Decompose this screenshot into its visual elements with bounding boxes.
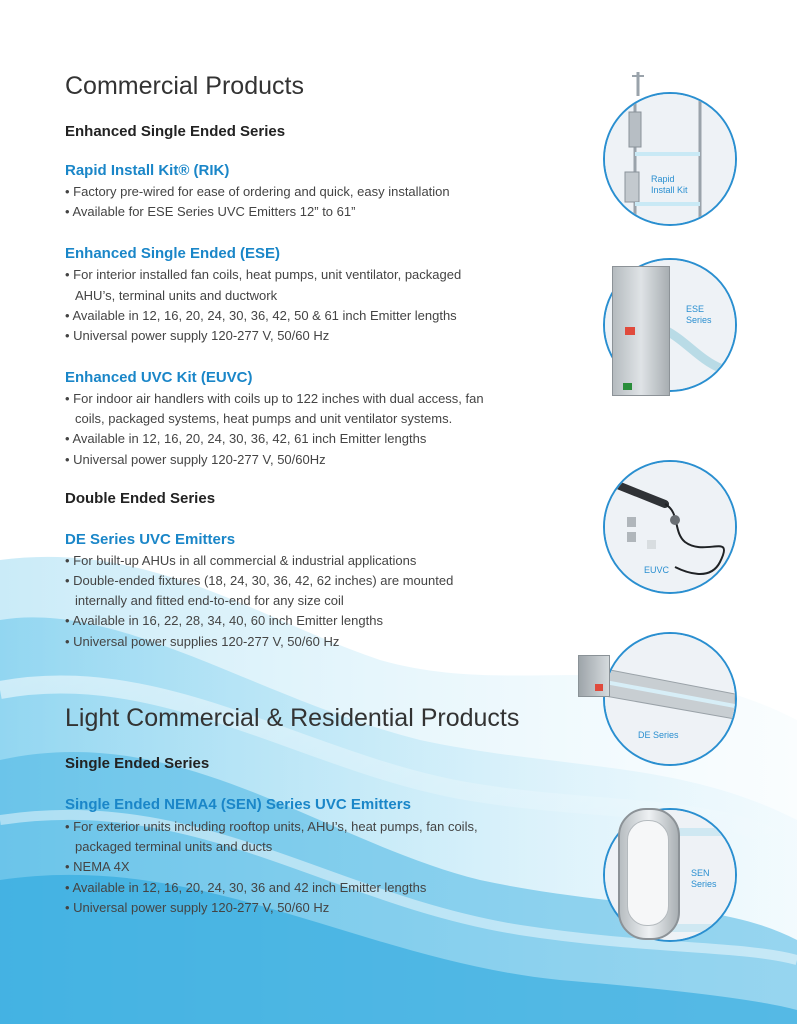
bullet: • For indoor air handlers with coils up to 122 inches with dual access, fan [65, 391, 484, 406]
bullet: • NEMA 4X [65, 859, 130, 874]
product-title-euvc: Enhanced UVC Kit (EUVC) [65, 369, 253, 386]
product-title-ese: Enhanced Single Ended (ESE) [65, 245, 281, 262]
rik-pole-top [628, 72, 648, 96]
bullet-continuation: AHU’s, terminal units and ductwork [75, 288, 278, 303]
ese-power-box [612, 266, 670, 396]
bullet: • Available in 16, 22, 28, 34, 40, 60 inch Emitter lengths [65, 613, 383, 628]
sen-label-1: SEN [691, 868, 710, 878]
series-heading-de: Double Ended Series [65, 490, 216, 507]
bullet: • For exterior units including rooftop units, AHU’s, heat pumps, fan coils, [65, 819, 478, 834]
rik-product-image [603, 92, 737, 226]
bullet-continuation: packaged terminal units and ducts [75, 839, 273, 854]
euvc-product-image [603, 460, 737, 594]
bullet: • Double-ended fixtures (18, 24, 30, 36, 42, 62 inches) are mounted [65, 573, 454, 588]
rik-label-1: Rapid [651, 174, 675, 184]
ese-label-1: ESE [686, 304, 705, 314]
bullet: • Universal power supplies 120-277 V, 50/60 Hz [65, 634, 340, 649]
sen-enclosure-window [627, 820, 669, 926]
series-heading-ese: Enhanced Single Ended Series [65, 123, 286, 140]
bullet-continuation: internally and fitted end-to-end for any size coil [75, 593, 344, 608]
residential-heading: Light Commercial & Residential Products [65, 704, 520, 732]
euvc-illustration [605, 462, 735, 592]
power-switch-icon [623, 383, 632, 390]
bullet: • For interior installed fan coils, heat pumps, unit ventilator, packaged [65, 267, 462, 282]
bullet: • Available in 12, 16, 20, 24, 30, 36, 42, 61 inch Emitter lengths [65, 431, 427, 446]
bullet: • Factory pre-wired for ease of ordering and quick, easy installation [65, 184, 450, 199]
product-title-de: DE Series UVC Emitters [65, 531, 236, 548]
rik-illustration [605, 94, 735, 224]
bullet: • Universal power supply 120-277 V, 50/60 Hz [65, 900, 330, 915]
de-product-image [603, 632, 737, 766]
product-title-rik: Rapid Install Kit® (RIK) [65, 162, 230, 179]
de-label: DE Series [638, 730, 679, 740]
commercial-heading: Commercial Products [65, 72, 304, 100]
bullet: • Available in 12, 16, 20, 24, 30, 36 and 42 inch Emitter lengths [65, 880, 427, 895]
de-illustration [605, 634, 735, 764]
bullet: • Available in 12, 16, 20, 24, 30, 36, 42, 50 & 61 inch Emitter lengths [65, 308, 457, 323]
rik-label-2: Install Kit [651, 185, 688, 195]
warning-label-icon [595, 684, 603, 691]
bullet: • For built-up AHUs in all commercial & industrial applications [65, 553, 417, 568]
bullet: • Universal power supply 120-277 V, 50/60Hz [65, 452, 326, 467]
warning-label-icon [625, 327, 635, 335]
bullet-continuation: coils, packaged systems, heat pumps and unit ventilator systems. [75, 411, 453, 426]
product-title-sen: Single Ended NEMA4 (SEN) Series UVC Emitters [65, 796, 411, 813]
ese-label-2: Series [686, 315, 712, 325]
euvc-label: EUVC [644, 565, 670, 575]
sen-label-2: Series [691, 879, 717, 889]
sen-enclosure [618, 808, 680, 940]
bullet: • Universal power supply 120-277 V, 50/60 Hz [65, 328, 330, 343]
series-heading-sen: Single Ended Series [65, 755, 210, 772]
bullet: • Available for ESE Series UVC Emitters 12” to 61” [65, 204, 356, 219]
de-end-cap [578, 655, 610, 697]
